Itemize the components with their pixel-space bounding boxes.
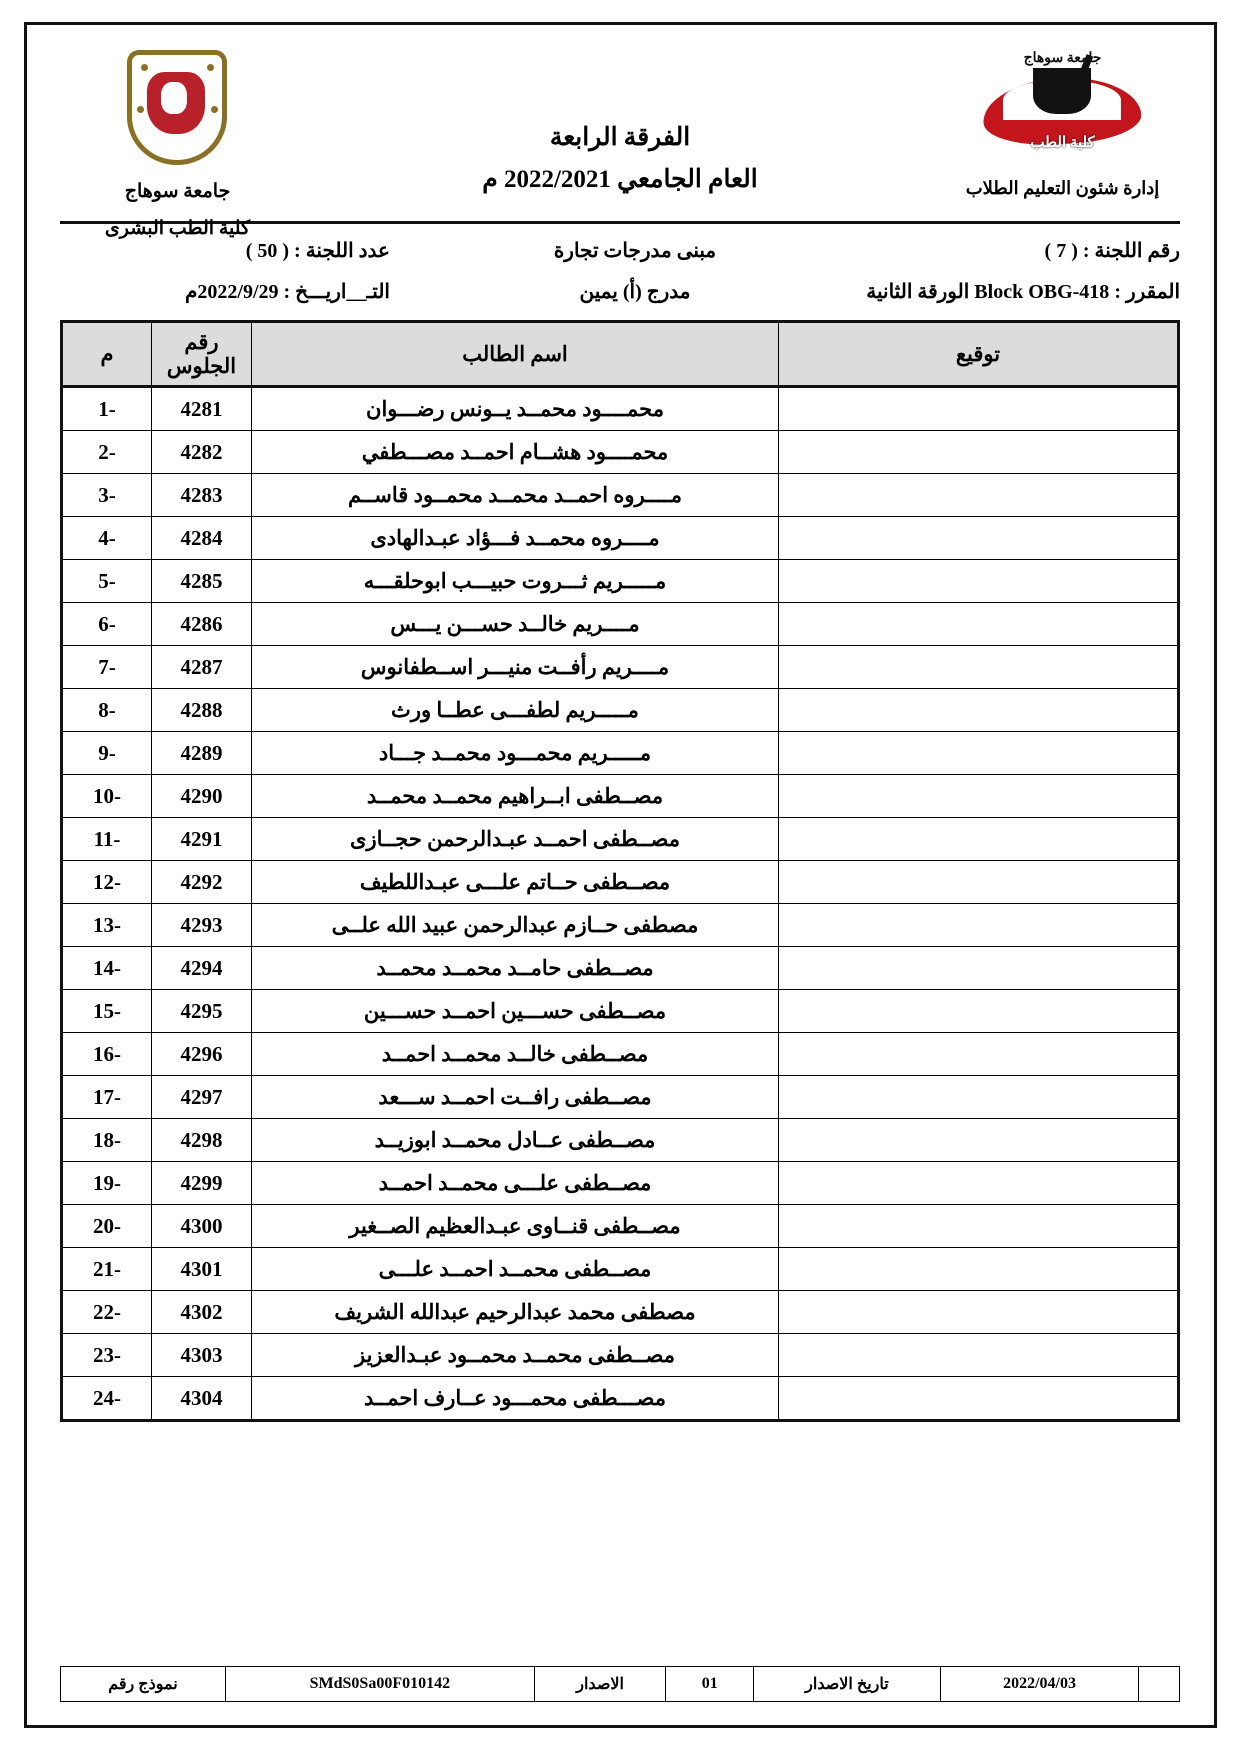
building-name: مبنى مدرجات تجارة (553, 240, 717, 262)
signature-cell[interactable] (779, 1162, 1179, 1205)
row-index-cell: -6 (62, 603, 152, 646)
row-index-cell: -21 (62, 1248, 152, 1291)
seat-number-cell: 4287 (152, 646, 252, 689)
student-affairs-label: إدارة شئون التعليم الطلاب (965, 178, 1160, 198)
signature-cell[interactable] (779, 904, 1179, 947)
seat-number-cell: 4291 (152, 818, 252, 861)
seat-number-cell: 4298 (152, 1119, 252, 1162)
meta-row-1 (60, 238, 1180, 263)
student-name-cell: مصــطفى ابــراهيم محمــد محمــد (252, 775, 779, 818)
signature-cell[interactable] (779, 1076, 1179, 1119)
seat-number-cell: 4292 (152, 861, 252, 904)
seat-number-cell: 4282 (152, 431, 252, 474)
student-name-cell: مصطفى حــازم عبدالرحمن عبيد الله علــى (252, 904, 779, 947)
issue-label: الاصدار (534, 1667, 666, 1702)
student-name-cell: مصطفى محمد عبدالرحيم عبدالله الشريف (252, 1291, 779, 1334)
signature-cell[interactable] (779, 1334, 1179, 1377)
student-name-cell: مصــطفى محمــد احمــد علـــى (252, 1248, 779, 1291)
student-name-cell: مصــطفى خالــد محمــد احمــد (252, 1033, 779, 1076)
student-name-cell: مصـــطفى محمـــود عــارف احمــد (252, 1377, 779, 1421)
header-titles (295, 50, 945, 194)
table-row (62, 732, 1179, 775)
student-name-cell: مــــروه احمــد محمــد محمــود قاســم (252, 474, 779, 517)
issue-date-value: 2022/04/03 (940, 1667, 1138, 1702)
signature-cell[interactable] (779, 603, 1179, 646)
table-row (62, 904, 1179, 947)
student-name-cell: مصــطفى قنــاوى عبـدالعظيم الصــغير (252, 1205, 779, 1248)
row-index-cell: -18 (62, 1119, 152, 1162)
seat-number-cell: 4303 (152, 1334, 252, 1377)
row-index-cell: -2 (62, 431, 152, 474)
header-index: م (62, 322, 152, 387)
paper-label: الورقة الثانية (866, 281, 970, 303)
signature-cell[interactable] (779, 1291, 1179, 1334)
document-footer (60, 1666, 1180, 1702)
footer-tick-left (1139, 1667, 1180, 1702)
meta-row-2 (60, 279, 1180, 304)
faculty-logo-bottom-text: كلية الطب (1030, 135, 1095, 151)
row-index-cell: -1 (62, 387, 152, 431)
table-row (62, 1162, 1179, 1205)
table-row (62, 431, 1179, 474)
table-row (62, 775, 1179, 818)
student-name-cell: مصــطفى علـــى محمــد احمــد (252, 1162, 779, 1205)
seat-number-cell: 4286 (152, 603, 252, 646)
signature-cell[interactable] (779, 990, 1179, 1033)
signature-cell[interactable] (779, 689, 1179, 732)
table-row (62, 1248, 1179, 1291)
table-row (62, 1076, 1179, 1119)
course-info (866, 279, 1180, 304)
shield-dot (211, 106, 218, 113)
students-table-body (62, 387, 1179, 1421)
seat-number-cell: 4295 (152, 990, 252, 1033)
signature-cell[interactable] (779, 646, 1179, 689)
table-row (62, 603, 1179, 646)
seat-number-cell: 4301 (152, 1248, 252, 1291)
student-name-cell: مصــطفى حــاتم علـــى عبـداللطيف (252, 861, 779, 904)
seat-number-cell: 4283 (152, 474, 252, 517)
table-row (62, 1291, 1179, 1334)
signature-cell[interactable] (779, 1248, 1179, 1291)
issue-value: 01 (666, 1667, 753, 1702)
table-row (62, 947, 1179, 990)
table-row (62, 560, 1179, 603)
shield-dot (141, 64, 148, 71)
student-name-cell: مـــــريم محمـــود محمــد جـــاد (252, 732, 779, 775)
row-index-cell: -4 (62, 517, 152, 560)
signature-cell[interactable] (779, 1205, 1179, 1248)
seat-number-cell: 4300 (152, 1205, 252, 1248)
page-title: الفرقة الرابعة (549, 124, 691, 151)
row-index-cell: -11 (62, 818, 152, 861)
seat-number-cell: 4288 (152, 689, 252, 732)
signature-cell[interactable] (779, 474, 1179, 517)
page-content (60, 50, 1180, 1700)
table-row (62, 689, 1179, 732)
table-row (62, 387, 1179, 431)
university-shield-icon (125, 50, 230, 170)
signature-cell[interactable] (779, 560, 1179, 603)
faculty-logo-icon (975, 50, 1150, 160)
row-index-cell: -20 (62, 1205, 152, 1248)
shield-dot (137, 106, 144, 113)
seat-number-cell: 4296 (152, 1033, 252, 1076)
faculty-name: كلية الطب البشرى (104, 217, 251, 239)
student-name-cell: محمــــود هشــام احمــد مصـــطفي (252, 431, 779, 474)
table-row (62, 1033, 1179, 1076)
student-name-cell: مـــــريم ثـــروت حبيـــب ابوحلقـــه (252, 560, 779, 603)
seat-number-cell: 4285 (152, 560, 252, 603)
row-index-cell: -9 (62, 732, 152, 775)
header-student-name: اسم الطالب (252, 322, 779, 387)
row-index-cell: -12 (62, 861, 152, 904)
form-number-value: SMdS0Sa00F010142 (225, 1667, 534, 1702)
seat-number-cell: 4294 (152, 947, 252, 990)
header-signature: توقيع (779, 322, 1179, 387)
header-seat-number-line2: الجلوس (166, 354, 237, 378)
table-row (62, 990, 1179, 1033)
table-row (62, 861, 1179, 904)
signature-cell[interactable] (779, 387, 1179, 431)
exam-date: التـ__اريـــخ : 2022/9/29م (185, 281, 390, 303)
row-index-cell: -22 (62, 1291, 152, 1334)
document-header (60, 50, 1180, 239)
student-name-cell: محمــــود محمــد يــونس رضـــوان (252, 387, 779, 431)
students-table (60, 320, 1180, 1422)
row-index-cell: -14 (62, 947, 152, 990)
seat-number-cell: 4290 (152, 775, 252, 818)
faculty-logo-block (945, 50, 1180, 199)
student-name-cell: مصــطفى رافــت احمــد ســـعد (252, 1076, 779, 1119)
row-index-cell: -8 (62, 689, 152, 732)
header-seat-number-line1: رقم (184, 329, 219, 354)
signature-cell[interactable] (779, 431, 1179, 474)
row-index-cell: -3 (62, 474, 152, 517)
signature-cell[interactable] (779, 1377, 1179, 1421)
signature-cell[interactable] (779, 947, 1179, 990)
issue-date-label: تاريخ الاصدار (753, 1667, 940, 1702)
seat-number-cell: 4284 (152, 517, 252, 560)
row-index-cell: -10 (62, 775, 152, 818)
university-name: جامعة سوهاج (124, 181, 231, 202)
signature-cell[interactable] (779, 1033, 1179, 1076)
student-name-cell: مــــريم رأفــت منيـــر اســطفانوس (252, 646, 779, 689)
table-row (62, 1205, 1179, 1248)
seat-number-cell: 4304 (152, 1377, 252, 1421)
student-name-cell: مصــطفى احمــد عبـدالرحمن حجــازى (252, 818, 779, 861)
seat-number-cell: 4299 (152, 1162, 252, 1205)
shield-dot (207, 64, 214, 71)
signature-cell[interactable] (779, 818, 1179, 861)
student-name-cell: مصــطفى حســـين احمــد حســـين (252, 990, 779, 1033)
table-row (62, 474, 1179, 517)
student-name-cell: مــــروه محمــد فـــؤاد عبـدالهادى (252, 517, 779, 560)
footer-row (61, 1667, 1180, 1702)
row-index-cell: -13 (62, 904, 152, 947)
signature-cell[interactable] (779, 775, 1179, 818)
committee-count: عدد اللجنة : ( 50 ) (245, 240, 390, 262)
header-seat-number (152, 322, 252, 387)
student-name-cell: مــــريم خالــد حســـن يـــس (252, 603, 779, 646)
seat-number-cell: 4302 (152, 1291, 252, 1334)
student-name-cell: مـــــريم لطفـــى عطــا ورث (252, 689, 779, 732)
student-name-cell: مصــطفى عــادل محمــد ابوزيــد (252, 1119, 779, 1162)
table-row (62, 646, 1179, 689)
signature-cell[interactable] (779, 1119, 1179, 1162)
row-index-cell: -16 (62, 1033, 152, 1076)
course-label: المقرر : (1114, 281, 1180, 303)
university-logo-block (60, 50, 295, 243)
seat-number-cell: 4289 (152, 732, 252, 775)
student-name-cell: مصــطفى حامــد محمــد محمــد (252, 947, 779, 990)
row-index-cell: -17 (62, 1076, 152, 1119)
table-row (62, 1119, 1179, 1162)
seat-number-cell: 4293 (152, 904, 252, 947)
row-index-cell: -23 (62, 1334, 152, 1377)
table-row (62, 1377, 1179, 1421)
row-index-cell: -5 (62, 560, 152, 603)
table-row (62, 818, 1179, 861)
hall-name: مدرج (أ) يمين (579, 281, 691, 303)
faculty-logo-top-text: جامعة سوهاج (1023, 51, 1102, 66)
signature-cell[interactable] (779, 861, 1179, 904)
form-number-label: نموذج رقم (61, 1667, 226, 1702)
signature-cell[interactable] (779, 732, 1179, 775)
academic-year: العام الجامعي 2022/2021 م (482, 166, 758, 193)
seat-number-cell: 4297 (152, 1076, 252, 1119)
exam-meta (60, 238, 1180, 304)
row-index-cell: -24 (62, 1377, 152, 1421)
signature-cell[interactable] (779, 517, 1179, 560)
committee-number: رقم اللجنة : ( 7 ) (1044, 240, 1180, 262)
row-index-cell: -19 (62, 1162, 152, 1205)
table-row (62, 1334, 1179, 1377)
row-index-cell: -15 (62, 990, 152, 1033)
student-name-cell: مصــطفى محمــد محمــود عبـدالعزيز (252, 1334, 779, 1377)
table-header-row (62, 322, 1179, 387)
row-index-cell: -7 (62, 646, 152, 689)
seat-number-cell: 4281 (152, 387, 252, 431)
footer-table (60, 1666, 1180, 1702)
shield-emblem-inner (161, 82, 187, 114)
table-row (62, 517, 1179, 560)
course-code: Block OBG-418 (974, 281, 1110, 303)
